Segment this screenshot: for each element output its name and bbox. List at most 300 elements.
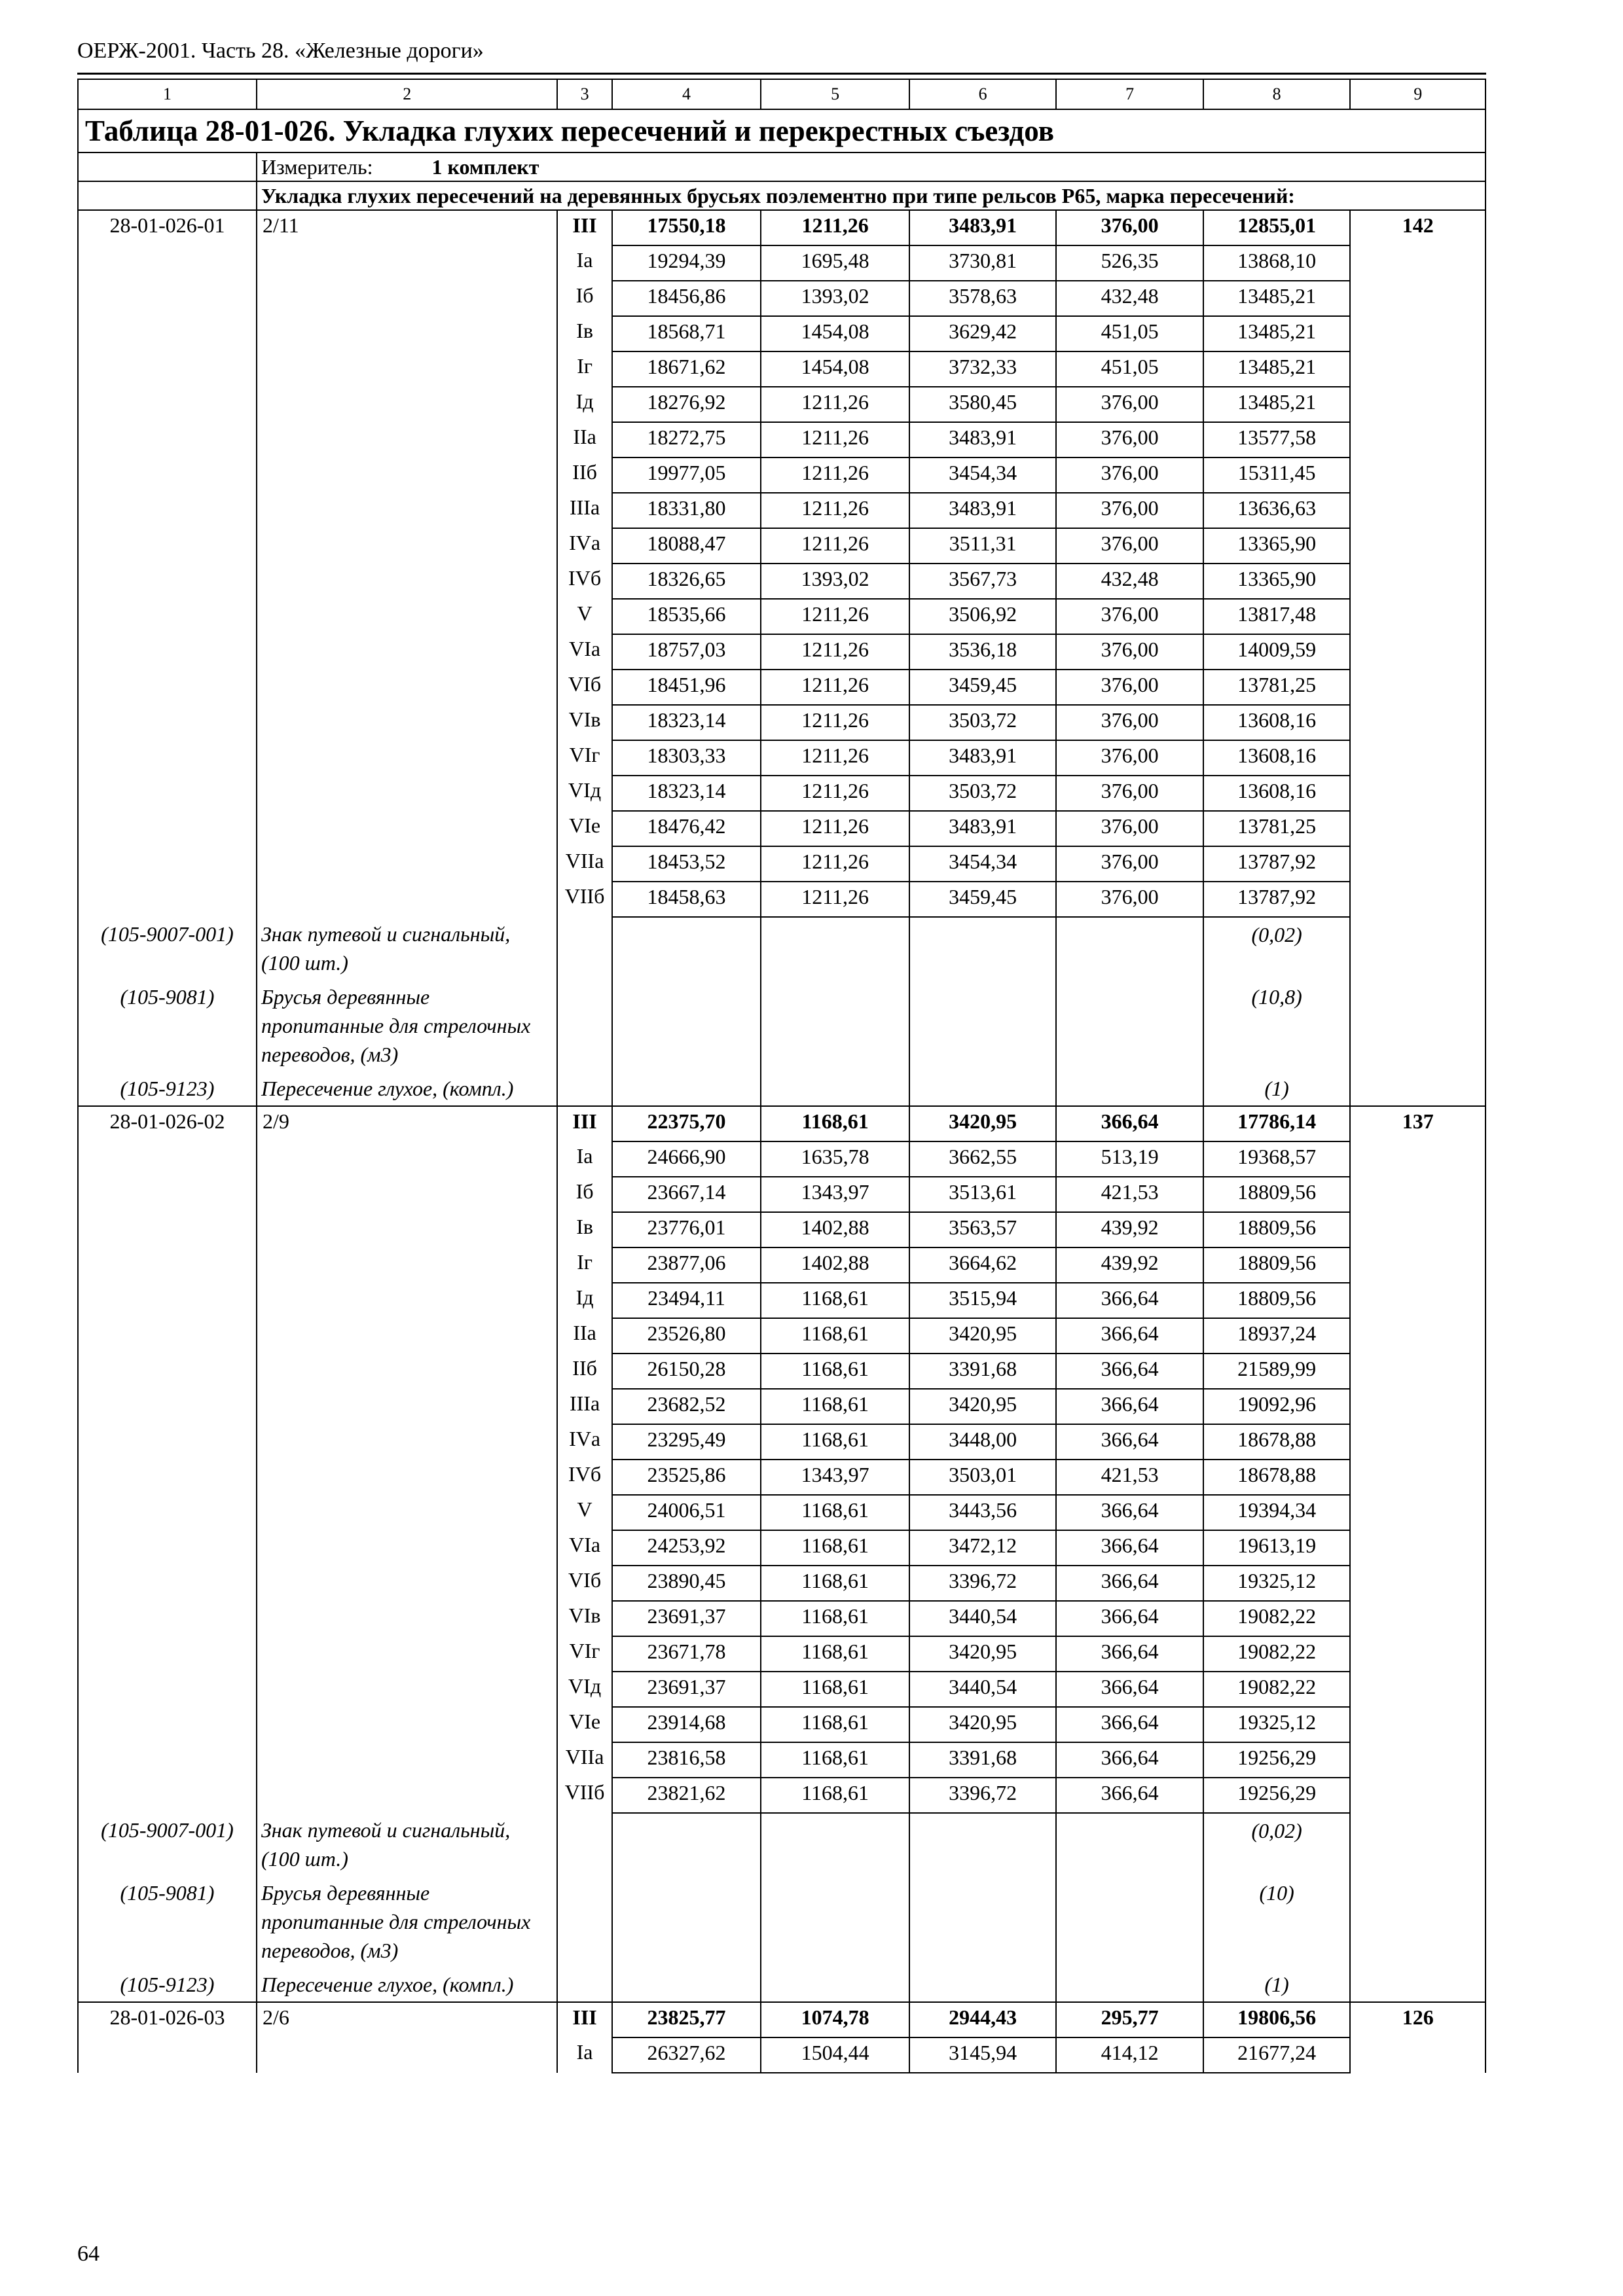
table-row — [78, 1530, 1486, 1566]
territory-code: Iа — [557, 245, 611, 281]
territory-code: Iд — [557, 387, 611, 422]
empty-cell — [78, 740, 257, 776]
empty-cell — [257, 2037, 558, 2073]
value-cell: 1168,61 — [761, 1354, 909, 1389]
empty-cell — [78, 1778, 257, 1813]
value-cell: 414,12 — [1056, 2037, 1203, 2073]
value-cell: 1168,61 — [761, 1106, 909, 1141]
value-cell: 421,53 — [1056, 1460, 1203, 1495]
value-cell: 1695,48 — [761, 245, 909, 281]
value-cell: 366,64 — [1056, 1707, 1203, 1742]
value-cell: 1074,78 — [761, 2002, 909, 2037]
value-cell: 19977,05 — [612, 457, 761, 493]
value-cell: 3440,54 — [909, 1672, 1056, 1707]
value-cell: 1211,26 — [761, 670, 909, 705]
value-cell: 18671,62 — [612, 351, 761, 387]
value-cell: 3391,68 — [909, 1742, 1056, 1778]
empty-cell — [1350, 1876, 1486, 1967]
value-cell: 1402,88 — [761, 1247, 909, 1283]
rates-table — [77, 79, 1486, 2073]
value-cell: 18678,88 — [1203, 1424, 1350, 1460]
crossing-mark: 2/11 — [257, 210, 558, 245]
value-cell: 18303,33 — [612, 740, 761, 776]
value-cell: 3396,72 — [909, 1778, 1056, 1813]
territory-code: V — [557, 1495, 611, 1530]
territory-code: Iг — [557, 351, 611, 387]
header-rule — [77, 73, 1486, 75]
territory-code: III — [557, 1106, 611, 1141]
value-cell: 3513,61 — [909, 1177, 1056, 1212]
value-cell: 1211,26 — [761, 740, 909, 776]
empty-cell — [1350, 493, 1486, 528]
value-cell: 3396,72 — [909, 1566, 1056, 1601]
territory-code: IIа — [557, 422, 611, 457]
empty-cell — [612, 1071, 761, 1106]
value-cell: 1211,26 — [761, 811, 909, 846]
value-cell: 295,77 — [1056, 2002, 1203, 2037]
empty-cell — [1350, 457, 1486, 493]
value-cell: 451,05 — [1056, 316, 1203, 351]
empty-cell — [257, 776, 558, 811]
empty-cell — [761, 1071, 909, 1106]
value-cell: 376,00 — [1056, 740, 1203, 776]
resource-row — [78, 980, 1486, 1071]
value-cell: 18809,56 — [1203, 1212, 1350, 1247]
empty-cell — [78, 1707, 257, 1742]
value-cell: 24253,92 — [612, 1530, 761, 1566]
column-number: 4 — [612, 79, 761, 109]
value-cell: 13608,16 — [1203, 776, 1350, 811]
value-cell: 439,92 — [1056, 1247, 1203, 1283]
empty-cell — [257, 564, 558, 599]
empty-cell — [78, 1318, 257, 1354]
empty-cell — [1350, 1177, 1486, 1212]
empty-cell — [78, 705, 257, 740]
empty-cell — [257, 634, 558, 670]
value-cell: 13781,25 — [1203, 670, 1350, 705]
table-row — [78, 670, 1486, 705]
territory-code: Iв — [557, 1212, 611, 1247]
value-cell: 13365,90 — [1203, 564, 1350, 599]
empty-cell — [257, 1389, 558, 1424]
column-number: 6 — [909, 79, 1056, 109]
empty-cell — [78, 281, 257, 316]
value-cell: 3536,18 — [909, 634, 1056, 670]
table-row — [78, 1672, 1486, 1707]
resource-code: (105-9081) — [78, 1876, 257, 1967]
table-row — [78, 281, 1486, 316]
territory-code: III — [557, 210, 611, 245]
value-cell: 376,00 — [1056, 528, 1203, 564]
value-cell: 19325,12 — [1203, 1566, 1350, 1601]
value-cell: 3454,34 — [909, 846, 1056, 882]
column-number: 9 — [1350, 79, 1486, 109]
empty-cell — [78, 776, 257, 811]
value-cell: 2944,43 — [909, 2002, 1056, 2037]
empty-cell — [557, 1876, 611, 1967]
table-row — [78, 1495, 1486, 1530]
unit-spacer — [78, 152, 257, 181]
value-cell: 3483,91 — [909, 210, 1056, 245]
empty-cell — [78, 316, 257, 351]
empty-cell — [78, 564, 257, 599]
value-cell: 1211,26 — [761, 528, 909, 564]
table-row — [78, 2037, 1486, 2073]
value-cell: 1402,88 — [761, 1212, 909, 1247]
empty-cell — [1350, 1247, 1486, 1283]
value-cell: 1168,61 — [761, 1601, 909, 1636]
value-cell: 3420,95 — [909, 1636, 1056, 1672]
empty-cell — [257, 670, 558, 705]
empty-cell — [257, 846, 558, 882]
value-cell: 24006,51 — [612, 1495, 761, 1530]
value-cell: 432,48 — [1056, 281, 1203, 316]
resource-code: (105-9123) — [78, 1967, 257, 2002]
value-cell: 26327,62 — [612, 2037, 761, 2073]
table-row — [78, 1318, 1486, 1354]
value-cell: 17786,14 — [1203, 1106, 1350, 1141]
column-number: 7 — [1056, 79, 1203, 109]
value-cell: 3567,73 — [909, 564, 1056, 599]
value-cell: 366,64 — [1056, 1354, 1203, 1389]
unit-row — [78, 152, 1486, 181]
table-row — [78, 1636, 1486, 1672]
empty-cell — [257, 1672, 558, 1707]
crossing-mark: 2/9 — [257, 1106, 558, 1141]
empty-cell — [78, 1566, 257, 1601]
resource-value: (1) — [1203, 1967, 1350, 2002]
territory-code: VIIа — [557, 1742, 611, 1778]
empty-cell — [612, 917, 761, 980]
crossing-mark: 2/6 — [257, 2002, 558, 2037]
empty-cell — [1350, 245, 1486, 281]
value-cell: 23494,11 — [612, 1283, 761, 1318]
rate-code: 28-01-026-02 — [78, 1106, 257, 1141]
empty-cell — [909, 917, 1056, 980]
value-cell: 376,00 — [1056, 634, 1203, 670]
value-cell: 18453,52 — [612, 846, 761, 882]
value-cell: 1211,26 — [761, 882, 909, 917]
value-cell: 23682,52 — [612, 1389, 761, 1424]
column-number: 8 — [1203, 79, 1350, 109]
value-cell: 3506,92 — [909, 599, 1056, 634]
empty-cell — [257, 1530, 558, 1566]
value-cell: 13365,90 — [1203, 528, 1350, 564]
empty-cell — [78, 387, 257, 422]
table-row — [78, 493, 1486, 528]
value-cell: 376,00 — [1056, 599, 1203, 634]
empty-cell — [909, 1813, 1056, 1876]
value-cell: 513,19 — [1056, 1141, 1203, 1177]
empty-cell — [1350, 846, 1486, 882]
territory-code: VIIб — [557, 882, 611, 917]
value-cell: 18809,56 — [1203, 1283, 1350, 1318]
value-cell: 432,48 — [1056, 564, 1203, 599]
value-cell: 3662,55 — [909, 1141, 1056, 1177]
empty-cell — [1350, 1071, 1486, 1106]
caption-spacer — [78, 181, 257, 210]
value-cell: 13485,21 — [1203, 281, 1350, 316]
value-cell: 3732,33 — [909, 351, 1056, 387]
value-cell: 18535,66 — [612, 599, 761, 634]
value-cell: 1211,26 — [761, 705, 909, 740]
empty-cell — [909, 980, 1056, 1071]
value-cell: 3503,72 — [909, 705, 1056, 740]
value-cell: 526,35 — [1056, 245, 1203, 281]
value-cell: 18476,42 — [612, 811, 761, 846]
table-row — [78, 1141, 1486, 1177]
empty-cell — [1350, 1813, 1486, 1876]
empty-cell — [909, 1071, 1056, 1106]
value-cell: 1393,02 — [761, 564, 909, 599]
empty-cell — [257, 1707, 558, 1742]
table-row — [78, 1707, 1486, 1742]
value-cell: 3440,54 — [909, 1601, 1056, 1636]
value-cell: 3580,45 — [909, 387, 1056, 422]
table-row — [78, 387, 1486, 422]
value-cell: 1211,26 — [761, 846, 909, 882]
empty-cell — [257, 1318, 558, 1354]
empty-cell — [1350, 980, 1486, 1071]
territory-code: III — [557, 2002, 611, 2037]
value-cell: 439,92 — [1056, 1212, 1203, 1247]
empty-cell — [1350, 1636, 1486, 1672]
territory-code: VIб — [557, 1566, 611, 1601]
empty-cell — [761, 1967, 909, 2002]
table-row — [78, 1778, 1486, 1813]
table-row — [78, 811, 1486, 846]
value-cell: 1168,61 — [761, 1566, 909, 1601]
resource-name: Пересечение глухое, (компл.) — [257, 1967, 558, 2002]
value-cell: 3472,12 — [909, 1530, 1056, 1566]
value-cell: 1211,26 — [761, 210, 909, 245]
value-cell: 376,00 — [1056, 457, 1203, 493]
empty-cell — [78, 1601, 257, 1636]
empty-cell — [1350, 1354, 1486, 1389]
page-number: 64 — [77, 2242, 100, 2266]
value-cell: 23890,45 — [612, 1566, 761, 1601]
territory-code: V — [557, 599, 611, 634]
empty-cell — [1350, 776, 1486, 811]
table-row — [78, 740, 1486, 776]
empty-cell — [78, 634, 257, 670]
territory-code: VIг — [557, 1636, 611, 1672]
value-cell: 13781,25 — [1203, 811, 1350, 846]
empty-cell — [78, 1495, 257, 1530]
value-cell: 366,64 — [1056, 1636, 1203, 1672]
table-row — [78, 316, 1486, 351]
empty-cell — [761, 917, 909, 980]
value-cell: 366,64 — [1056, 1742, 1203, 1778]
value-cell: 1211,26 — [761, 599, 909, 634]
value-cell: 366,64 — [1056, 1106, 1203, 1141]
empty-cell — [1350, 705, 1486, 740]
territory-code: VIд — [557, 776, 611, 811]
resource-code: (105-9081) — [78, 980, 257, 1071]
resource-code: (105-9123) — [78, 1071, 257, 1106]
value-cell: 13485,21 — [1203, 387, 1350, 422]
territory-code: IIа — [557, 1318, 611, 1354]
value-cell: 24666,90 — [612, 1141, 761, 1177]
value-cell: 18276,92 — [612, 387, 761, 422]
table-title-row — [78, 109, 1486, 152]
table-row — [78, 528, 1486, 564]
value-cell: 18757,03 — [612, 634, 761, 670]
resource-name: Знак путевой и сигнальный, (100 шт.) — [257, 1813, 558, 1876]
value-cell: 15311,45 — [1203, 457, 1350, 493]
value-cell: 3459,45 — [909, 882, 1056, 917]
value-cell: 19082,22 — [1203, 1636, 1350, 1672]
value-cell: 376,00 — [1056, 705, 1203, 740]
value-cell: 23776,01 — [612, 1212, 761, 1247]
territory-code: Iг — [557, 1247, 611, 1283]
value-cell: 21589,99 — [1203, 1354, 1350, 1389]
resource-row — [78, 1876, 1486, 1967]
value-cell: 1168,61 — [761, 1495, 909, 1530]
resource-code: (105-9007-001) — [78, 917, 257, 980]
empty-cell — [78, 1530, 257, 1566]
value-cell: 1168,61 — [761, 1318, 909, 1354]
empty-cell — [1350, 1283, 1486, 1318]
empty-cell — [1350, 740, 1486, 776]
empty-cell — [612, 1813, 761, 1876]
empty-cell — [761, 1876, 909, 1967]
value-cell: 21677,24 — [1203, 2037, 1350, 2073]
value-cell: 19294,39 — [612, 245, 761, 281]
empty-cell — [257, 1778, 558, 1813]
value-cell: 366,64 — [1056, 1424, 1203, 1460]
value-cell: 1454,08 — [761, 316, 909, 351]
table-row — [78, 705, 1486, 740]
value-cell: 23877,06 — [612, 1247, 761, 1283]
empty-cell — [257, 1212, 558, 1247]
value-cell: 23671,78 — [612, 1636, 761, 1672]
value-cell: 3483,91 — [909, 811, 1056, 846]
territory-code: VIб — [557, 670, 611, 705]
territory-code: Iд — [557, 1283, 611, 1318]
value-cell: 19256,29 — [1203, 1742, 1350, 1778]
value-cell: 18272,75 — [612, 422, 761, 457]
value-cell: 1393,02 — [761, 281, 909, 316]
empty-cell — [257, 1424, 558, 1460]
value-cell: 18809,56 — [1203, 1177, 1350, 1212]
territory-code: Iб — [557, 281, 611, 316]
value-cell: 23295,49 — [612, 1424, 761, 1460]
empty-cell — [612, 1967, 761, 2002]
value-cell: 1211,26 — [761, 422, 909, 457]
empty-cell — [78, 846, 257, 882]
empty-cell — [78, 1177, 257, 1212]
value-cell: 1211,26 — [761, 776, 909, 811]
value-cell: 1635,78 — [761, 1141, 909, 1177]
value-cell: 19092,96 — [1203, 1389, 1350, 1424]
value-cell: 23667,14 — [612, 1177, 761, 1212]
territory-code: VIIа — [557, 846, 611, 882]
table-row — [78, 1601, 1486, 1636]
empty-cell — [78, 351, 257, 387]
value-cell: 19368,57 — [1203, 1141, 1350, 1177]
value-cell: 19613,19 — [1203, 1530, 1350, 1566]
column-number-row — [78, 79, 1486, 109]
column-number: 2 — [257, 79, 558, 109]
territory-code: IIIа — [557, 493, 611, 528]
caption-row — [78, 181, 1486, 210]
empty-cell — [1350, 670, 1486, 705]
empty-cell — [257, 1354, 558, 1389]
table-row — [78, 1283, 1486, 1318]
value-cell: 366,64 — [1056, 1283, 1203, 1318]
empty-cell — [612, 1876, 761, 1967]
value-cell: 18323,14 — [612, 705, 761, 740]
value-cell: 3145,94 — [909, 2037, 1056, 2073]
value-cell: 3483,91 — [909, 740, 1056, 776]
value-cell: 1454,08 — [761, 351, 909, 387]
value-cell: 1211,26 — [761, 457, 909, 493]
empty-cell — [761, 980, 909, 1071]
empty-cell — [257, 1283, 558, 1318]
value-cell: 26150,28 — [612, 1354, 761, 1389]
empty-cell — [1350, 882, 1486, 917]
value-cell: 3511,31 — [909, 528, 1056, 564]
value-cell: 23691,37 — [612, 1672, 761, 1707]
value-cell: 13485,21 — [1203, 351, 1350, 387]
empty-cell — [1350, 1212, 1486, 1247]
value-cell: 13608,16 — [1203, 740, 1350, 776]
territory-code: VIв — [557, 1601, 611, 1636]
empty-cell — [257, 422, 558, 457]
unit-value: 1 комплект — [431, 155, 539, 179]
value-cell: 366,64 — [1056, 1389, 1203, 1424]
empty-cell — [1350, 1530, 1486, 1566]
territory-code: IVб — [557, 564, 611, 599]
table-row — [78, 1212, 1486, 1247]
value-cell: 1168,61 — [761, 1778, 909, 1813]
value-cell: 13817,48 — [1203, 599, 1350, 634]
empty-cell — [257, 281, 558, 316]
empty-cell — [257, 1742, 558, 1778]
empty-cell — [557, 1813, 611, 1876]
empty-cell — [78, 811, 257, 846]
value-cell: 1211,26 — [761, 634, 909, 670]
value-cell: 366,64 — [1056, 1601, 1203, 1636]
empty-cell — [257, 387, 558, 422]
empty-cell — [257, 457, 558, 493]
empty-cell — [78, 528, 257, 564]
value-cell: 1211,26 — [761, 493, 909, 528]
resource-row — [78, 1967, 1486, 2002]
value-cell: 17550,18 — [612, 210, 761, 245]
value-cell: 18326,65 — [612, 564, 761, 599]
empty-cell — [761, 1813, 909, 1876]
value-cell: 1211,26 — [761, 387, 909, 422]
value-cell: 13608,16 — [1203, 705, 1350, 740]
value-cell: 376,00 — [1056, 387, 1203, 422]
empty-cell — [78, 493, 257, 528]
empty-cell — [257, 1636, 558, 1672]
value-cell: 3483,91 — [909, 493, 1056, 528]
table-row — [78, 422, 1486, 457]
value-cell: 3503,01 — [909, 1460, 1056, 1495]
table-row — [78, 599, 1486, 634]
empty-cell — [257, 811, 558, 846]
value-cell: 13636,63 — [1203, 493, 1350, 528]
value-cell: 13577,58 — [1203, 422, 1350, 457]
empty-cell — [78, 457, 257, 493]
resource-value: (1) — [1203, 1071, 1350, 1106]
table-row — [78, 1177, 1486, 1212]
empty-cell — [1350, 281, 1486, 316]
value-cell: 13485,21 — [1203, 316, 1350, 351]
